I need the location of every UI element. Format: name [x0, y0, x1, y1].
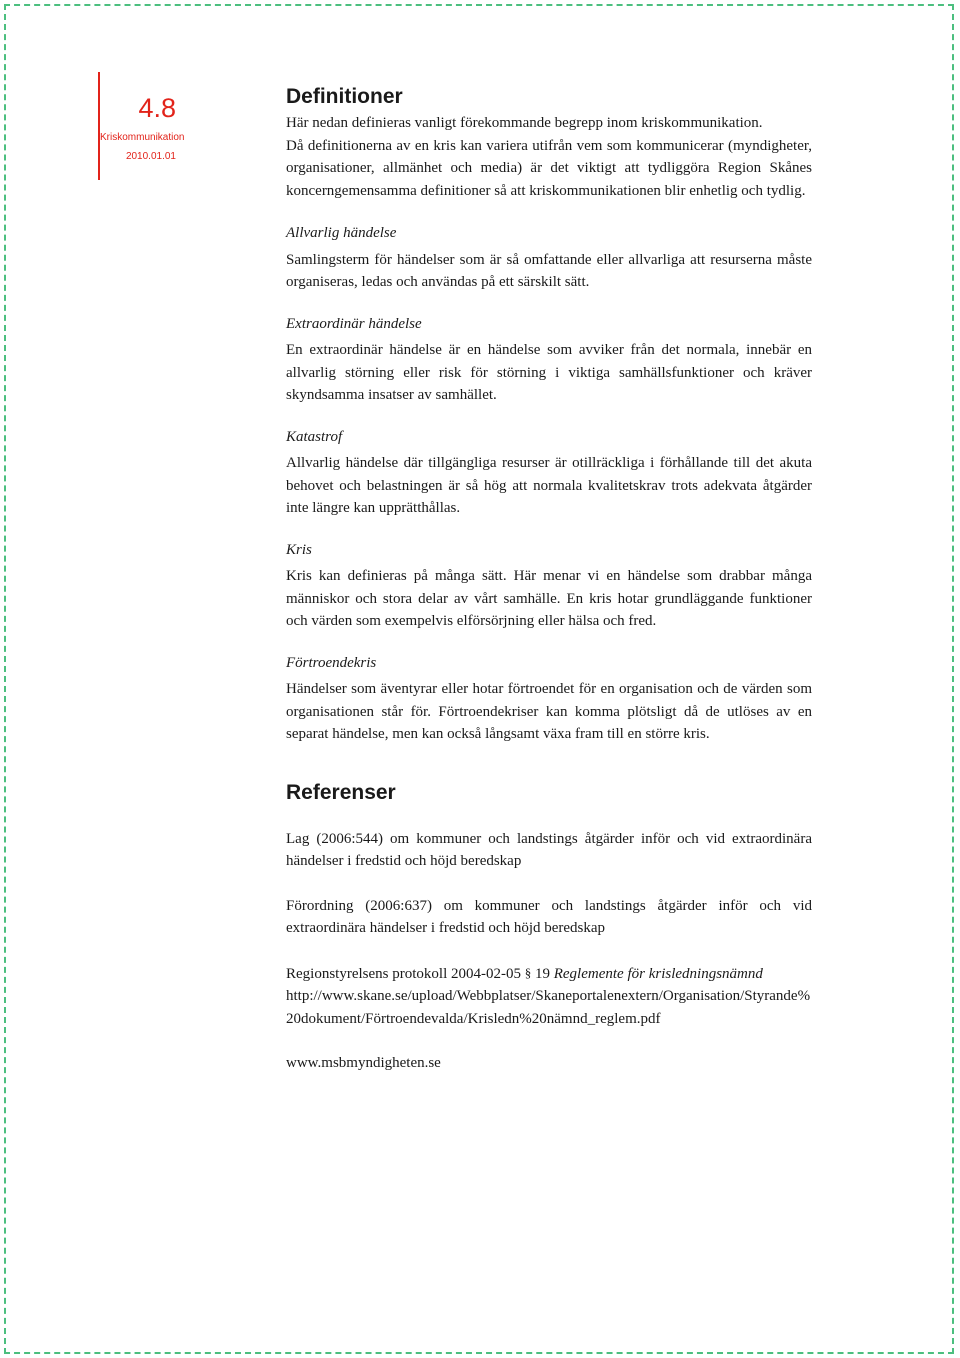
section-sign: § — [524, 964, 532, 980]
definition-text: Händelser som äventyrar eller hotar förtroendet för en organisation och de värden som organisationen står för. Förtroendekriser kan komma plötsligt då de utlöses av en separat händelse, men kan också långsamt växa fram till en större kris. — [286, 681, 812, 742]
definition-text: Kris kan definieras på många sätt. Här menar vi en händelse som drabbar många människor och stora delar av vårt samhälle. En kris hotar grundläggande funktioner och värden som exempelvis elförsörjning eller hälsa och fred. — [286, 568, 812, 629]
definition-item — [286, 539, 812, 633]
definition-term: Förtroendekris — [286, 654, 377, 671]
reference-title: Reglemente för krisledningsnämnd — [553, 965, 763, 982]
definition-item — [286, 652, 812, 746]
reference-paragraph-number: 19 — [534, 965, 550, 982]
references-heading: Referenser — [286, 780, 396, 804]
reference-item — [286, 962, 812, 1031]
reference-item: Förordning (2006:637) om kommuner och landstings åtgärder inför och vid extraordinära händelser i fredstid och höjd beredskap — [286, 897, 812, 936]
definition-term: Extraordinär händelse — [286, 315, 422, 332]
section-title: Kriskommunikation — [100, 132, 185, 143]
reference-item: Lag (2006:544) om kommuner och landstings åtgärder inför och vid extraordinära händelser i fredstid och höjd beredskap — [286, 830, 812, 869]
definition-term: Allvarlig händelse — [286, 225, 397, 241]
definition-term: Kris — [286, 541, 312, 558]
section-date: 2010.01.01 — [125, 151, 176, 162]
reference-protocol: Regionstyrelsens protokoll 2004-02-05 — [286, 965, 521, 982]
definition-text: Samlingsterm för händelser som är så omfattande eller allvarliga att resurserna måste organiseras, ledas och användas på ett särskilt sätt. — [286, 251, 812, 290]
reference-link[interactable]: www.msbmyndigheten.se — [286, 1055, 441, 1071]
definitions-intro-1: Här nedan definieras vanligt förekommande begrepp inom kriskommunikation. — [286, 115, 763, 131]
definitions-intro-2: Då definitionerna av en kris kan variera utifrån vem som kommunicerar (myndigheter, organisationer, allmänhet och media) är det viktigt att tydliggöra Region Skånes koncerngemensamma definitioner så att kriskommunikationen blir enhetlig och tydlig. — [286, 137, 812, 199]
definition-item — [286, 313, 812, 407]
definition-text: Allvarlig händelse där tillgängliga resurser är otillräckliga i förhållande till det akuta behovet och belastningen är så hög att normala kvalitetskrav trots adekvata åtgärder inte längre kan upprätthållas. — [286, 455, 812, 516]
section-number: 4.8 — [138, 93, 176, 123]
definition-term: Katastrof — [286, 428, 343, 445]
definition-item — [286, 426, 812, 520]
definitions-heading: Definitioner — [286, 85, 403, 108]
main-content — [286, 84, 812, 1075]
section-sidebar — [98, 72, 185, 180]
definition-item — [286, 222, 812, 294]
reference-url[interactable]: http://www.skane.se/upload/Webbplatser/Skaneportalenextern/Organisation/Styrande%20dokument/Förtroendevalda/Krisledn%20nämnd_reglem.pdf — [286, 988, 811, 1027]
definition-text: En extraordinär händelse är en händelse som avviker från det normala, innebär en allvarlig störning eller risk för störning i viktiga samhällsfunktioner och kräver skyndsamma insatser av samhället. — [286, 342, 812, 403]
